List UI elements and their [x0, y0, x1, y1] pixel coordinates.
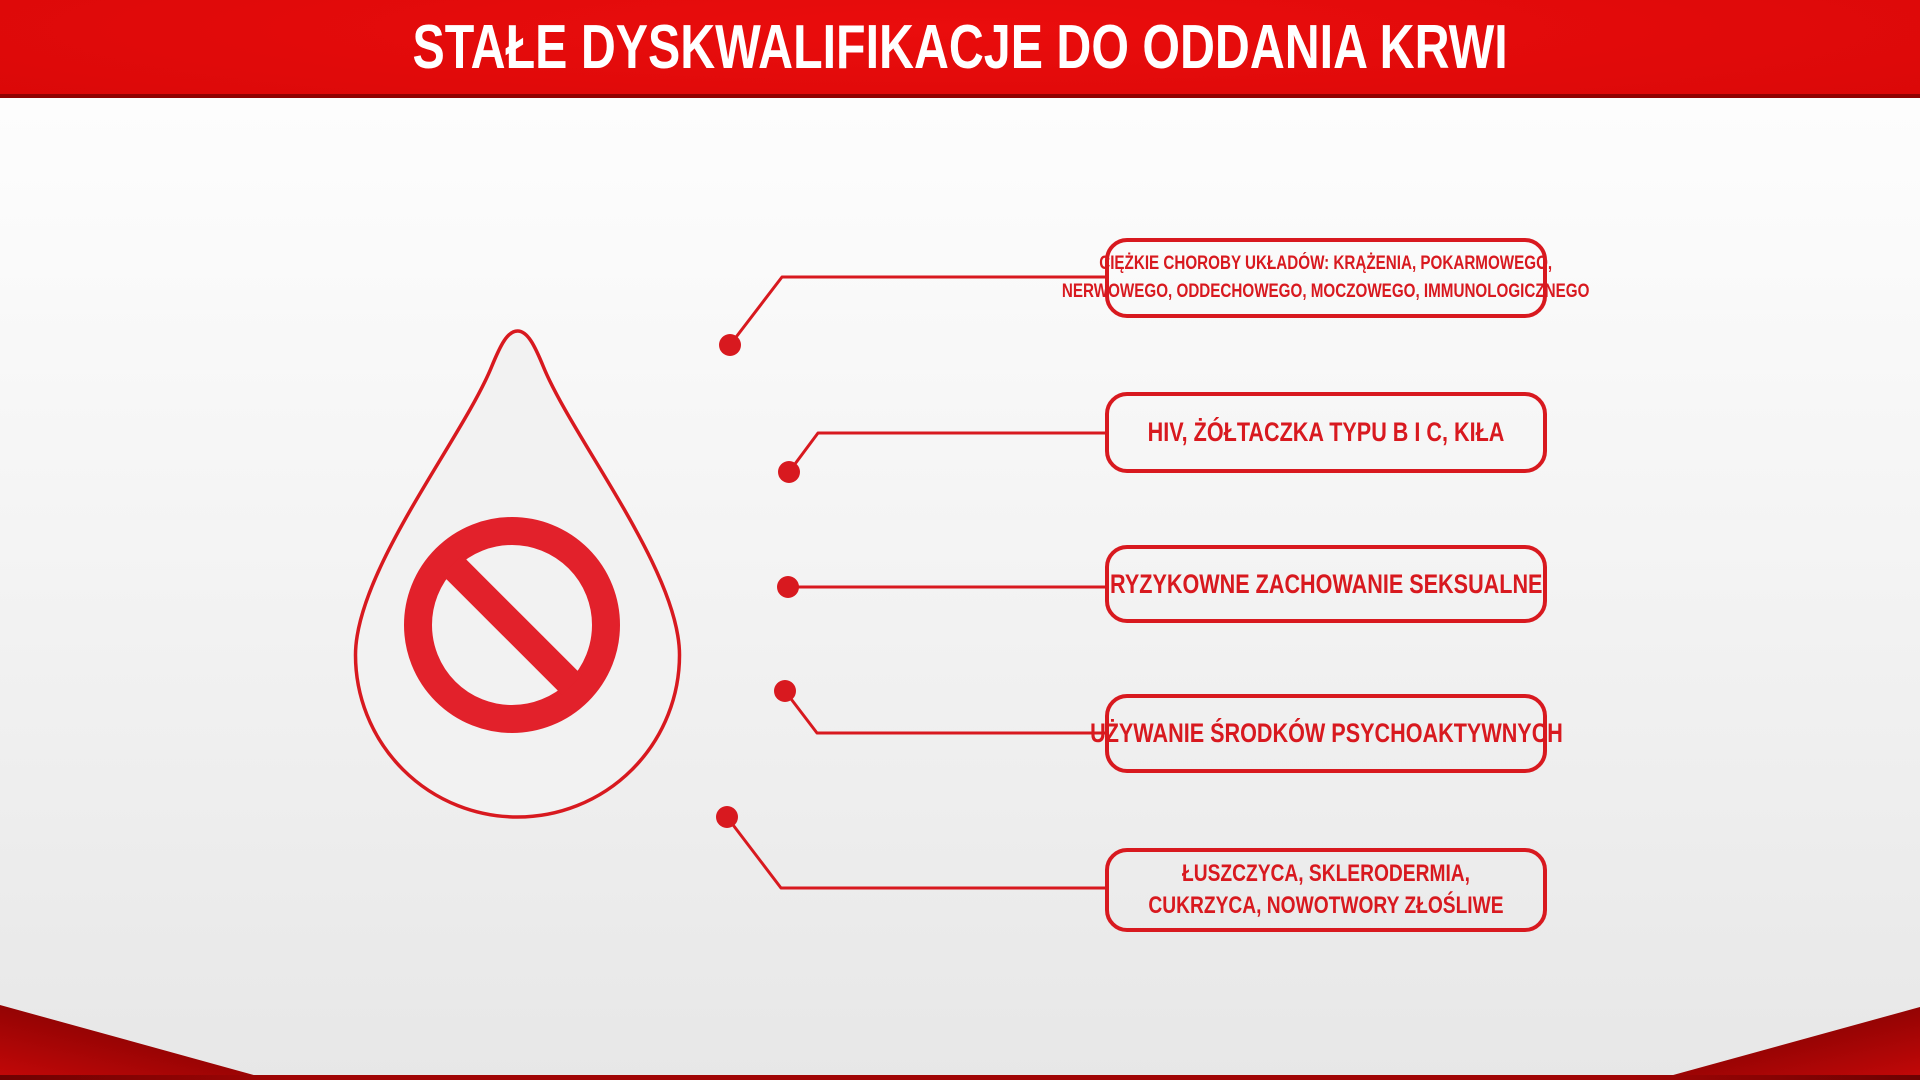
card-text-line: CIĘŻKIE CHOROBY UKŁADÓW: KRĄŻENIA, POKARMOWEGO, [1099, 253, 1553, 275]
card-text [1148, 417, 1505, 448]
connector-dot-5 [716, 806, 738, 828]
card-text [1148, 858, 1503, 923]
header-bar [0, 0, 1920, 98]
connector-line-5 [727, 817, 1105, 888]
connector-dot-1 [719, 334, 741, 356]
bottom-right-corner-ribbon [1655, 1007, 1920, 1080]
blood-drop-icon [335, 325, 700, 822]
page-title: STAŁE DYSKWALIFIKACJE DO ODDANIA KRWI [412, 12, 1508, 82]
card-text-line: ŁUSZCZYCA, SKLERODERMIA, [1182, 859, 1470, 887]
connector-dot-2 [778, 461, 800, 483]
bottom-left-corner-ribbon [0, 1005, 272, 1080]
bottom-edge-strip [0, 1075, 1920, 1080]
card-text [1110, 569, 1542, 600]
card-text [1090, 718, 1563, 749]
card-text [1062, 250, 1589, 305]
blood-drop-outline [356, 331, 680, 817]
card-text-line: UŻYWANIE ŚRODKÓW PSYCHOAKTYWNYCH [1089, 718, 1563, 748]
disqualification-card-psychoactive-substances [1089, 694, 1563, 773]
connector-dot-3 [777, 576, 799, 598]
connector-dot-4 [774, 680, 796, 702]
card-text-line: CUKRZYCA, NOWOTWORY ZŁOŚLIWE [1148, 892, 1504, 919]
disqualification-card-risky-sexual-behavior [1105, 545, 1547, 623]
connector-line-1 [730, 277, 1105, 345]
card-text-line: RYZYKOWNE ZACHOWANIE SEKSUALNE [1109, 568, 1543, 599]
card-text-line: HIV, ŻÓŁTACZKA TYPU B I C, KIŁA [1147, 417, 1505, 447]
card-text-line: NERWOWEGO, ODDECHOWEGO, MOCZOWEGO, IMMUNOLOGICZNEGO [1062, 281, 1590, 302]
disqualification-card-chronic-diseases [1105, 848, 1547, 932]
connector-line-4 [785, 691, 1105, 733]
disqualification-card-organ-diseases [1062, 238, 1590, 318]
disqualification-card-hiv-hepatitis-syphilis [1105, 392, 1547, 473]
connector-line-2 [789, 433, 1105, 472]
